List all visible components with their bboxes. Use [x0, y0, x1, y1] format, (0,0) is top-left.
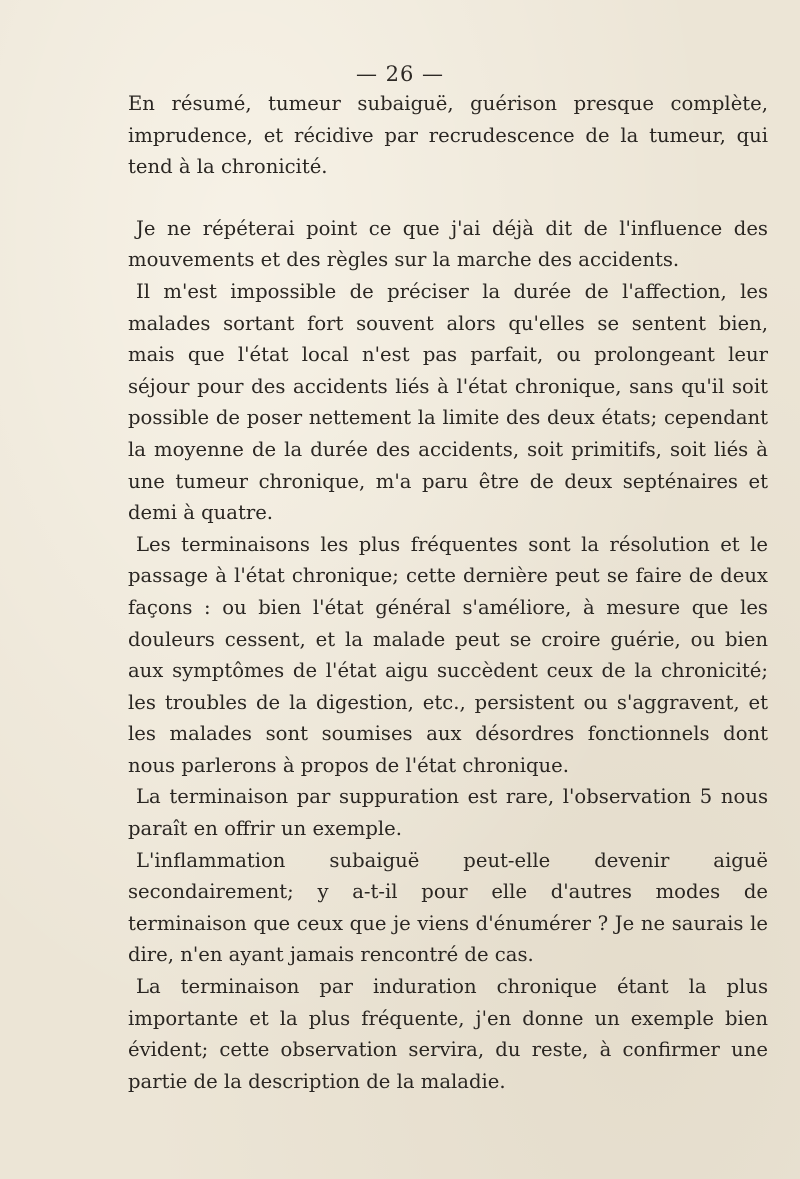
- paragraph-suppuration: La terminaison par suppuration est rare, l'observation 5 nous paraît en offrir un exemple.: [128, 785, 768, 841]
- paragraph-inflammation: L'inflammation subaiguë peut-elle devenir aiguë secondairement; y a-t-il pour elle d'autres modes de terminaison que ceux que je viens d'énumérer ? Je ne saurais le dire, n'en ayant jamais rencontré de cas.: [128, 848, 768, 967]
- paragraph-duration: Il m'est impossible de préciser la durée de l'affection, les malades sortant fort souvent alors qu'elles se sentent bien, mais que l'état local n'est pas parfait, ou prolongeant leur séjour pour des accidents liés à l'état chronique, sans qu'il soit possible de poser nettement la limite des deux états; cependant la moyenne de la durée des accidents, soit primitifs, soit liés à une tumeur chronique, m'a paru être de deux septénaires et demi à quatre.: [128, 279, 768, 525]
- paragraph-influence: Je ne répéterai point ce que j'ai déjà dit de l'influence des mouvements et des règles sur la marche des accidents.: [128, 216, 768, 272]
- page-body: [128, 88, 768, 1097]
- page-number: — 26 —: [355, 62, 445, 86]
- paragraph-terminations: Les terminaisons les plus fréquentes sont la résolution et le passage à l'état chronique; cette dernière peut se faire de deux façons : ou bien l'état général s'améliore, à mesure que les douleurs cessent, et la malade peut se croire guérie, ou bien aux symptômes de l'état aigu succèdent ceux de la chronicité; les troubles de la digestion, etc., persistent ou s'aggravent, et les malades sont soumises aux désordres fonctionnels dont nous parlerons à propos de l'état chronique.: [128, 532, 768, 777]
- paragraph-summary: En résumé, tumeur subaiguë, guérison presque complète, imprudence, et récidive par recrudescence de la tumeur, qui tend à la chronicité.: [128, 92, 768, 179]
- paragraph-induration: La terminaison par induration chronique étant la plus importante et la plus fréquente, j'en donne un exemple bien évident; cette observation servira, du reste, à confirmer une partie de la description de la maladie.: [128, 975, 768, 1093]
